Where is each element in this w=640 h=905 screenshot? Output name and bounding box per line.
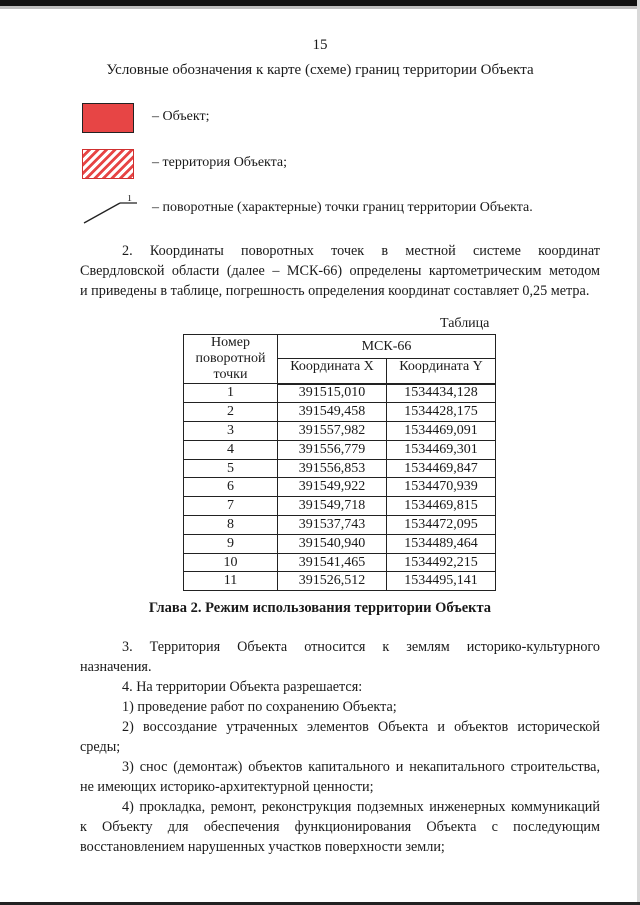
table-row: 5 391556,853 1534469,847 [184,459,496,478]
header-point-number: Номер поворотной точки [184,335,278,384]
object-swatch-icon [82,103,134,133]
paragraph-2-line-3: и приведены в таблице, погрешность определения координат составляет 0,25 метра. [80,283,590,299]
paragraph-3-line-1: 3. Территория Объекта относится к землям историко-культурного [122,639,600,655]
item-2-line-2: среды; [80,739,121,755]
legend-label-territory: – территория Объекта; [152,155,288,170]
paragraph-3-line-2: назначения. [80,659,152,675]
legend-title: Условные обозначения к карте (схеме) границ территории Объекта [106,62,534,78]
table-row: 11 391526,512 1534495,141 [184,572,496,591]
turning-point-marker-icon [82,195,138,225]
table-row: 7 391549,718 1534469,815 [184,497,496,516]
table-row: 9 391540,940 1534489,464 [184,534,496,553]
table-row: 4 391556,779 1534469,301 [184,440,496,459]
header-coordinate-y: Координата Y [387,359,496,384]
paragraph-2-line-2: Свердловской области (далее – МСК-66) определены картометрическим методом [80,263,600,279]
header-coordinate-system: МСК-66 [278,335,496,359]
chapter-title: Глава 2. Режим использования территории Объекта [148,600,492,616]
table-row: 2 391549,458 1534428,175 [184,403,496,422]
legend-label-object: – Объект; [152,109,210,124]
item-4-line-1: 4) прокладка, ремонт, реконструкция подземных инженерных коммуникаций [122,799,600,815]
coordinates-table [183,334,496,591]
table-row: 10 391541,465 1534492,215 [184,553,496,572]
territory-hatch-icon [82,149,134,179]
header-coordinate-x: Координата X [278,359,387,384]
legend-item-points [82,195,533,225]
item-4-line-2: к Объекту для обеспечения функционирования Объекта с последующим [80,819,600,835]
paragraph-2 [80,241,600,301]
section-3-text [80,637,600,857]
paragraph-4: 4. На территории Объекта разрешается: [122,679,363,695]
item-3-line-2: не имеющих историко-архитектурной ценности; [80,779,374,795]
paragraph-2-line-1: 2. Координаты поворотных точек в местной системе координат [122,243,600,259]
table-row: 8 391537,743 1534472,095 [184,516,496,535]
page-number: 15 [312,37,328,53]
item-4-line-3: восстановлением нарушенных участков поверхности земли; [80,839,445,855]
legend-label-points: – поворотные (характерные) точки границ территории Объекта. [152,200,533,215]
item-2-line-1: 2) воссоздание утраченных элементов Объекта и объектов исторической [122,719,600,735]
legend-item-object [82,103,210,133]
scan-edge-shadow [0,6,640,9]
table-row: 3 391557,982 1534469,091 [184,422,496,441]
table-row: 1 391515,010 1534434,128 [184,384,496,403]
marker-label: 1 [127,195,132,204]
item-1: 1) проведение работ по сохранению Объекта; [122,699,397,715]
legend-item-territory [82,149,288,179]
item-3-line-1: 3) снос (демонтаж) объектов капитального и некапитального строительства, [122,759,600,775]
table-row: 6 391549,922 1534470,939 [184,478,496,497]
table-caption: Таблица [440,316,490,331]
